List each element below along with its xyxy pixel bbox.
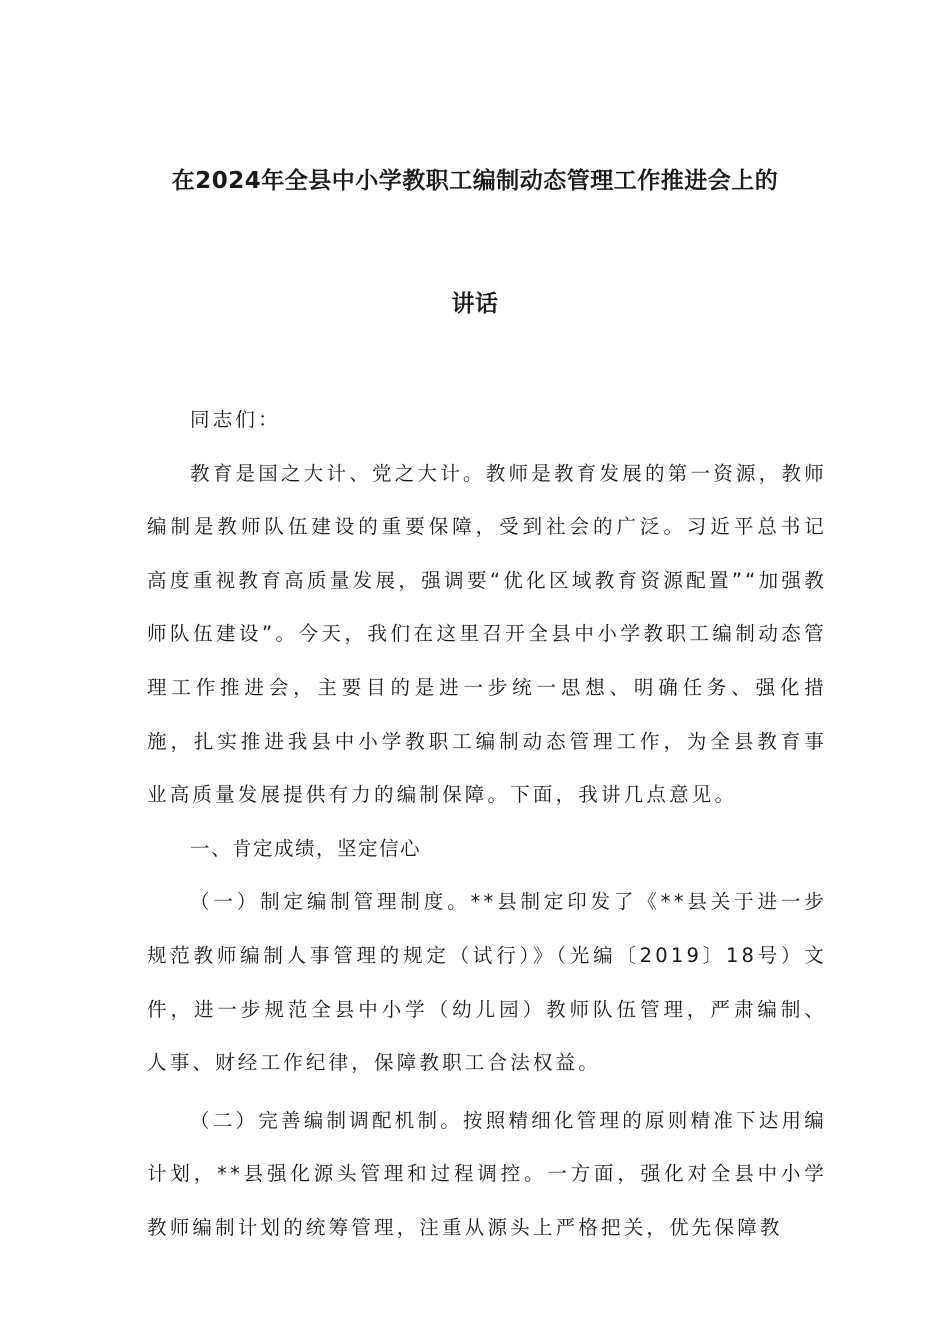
subsection-paragraph-1: （一）制定编制管理制度。**县制定印发了《**县关于进一步规范教师编制人事管理的规定（试行）》（光编〔2019〕18号）文件，进一步规范全县中小学（幼儿园）教师队伍管理，严肃编制、人事、财经工作纪律，保障教职工合法权益。 — [147, 890, 827, 1075]
subsection-paragraph-2: （二）完善编制调配机制。按照精细化管理的原则精准下达用编计划，**县强化源头管理和过程调控。一方面，强化对全县中小学教师编制计划的统筹管理，注重从源头上严格把关，优先保障教 — [147, 1108, 827, 1239]
document-title-line-2: 讲话 — [451, 291, 499, 317]
salutation: 同志们： — [190, 408, 281, 431]
section-heading: 一、肯定成绩，坚定信心 — [190, 836, 422, 860]
document-title-line-1: 在2024年全县中小学教职工编制动态管理工作推进会上的 — [171, 168, 779, 194]
document-body — [147, 393, 827, 1255]
intro-paragraph: 教育是国之大计、党之大计。教师是教育发展的第一资源，教师编制是教师队伍建设的重要保障，受到社会的广泛。习近平总书记高度重视教育高质量发展，强调要“优化区域教育资源配置”“加强教师队伍建设”。今天，我们在这里召开全县中小学教职工编制动态管理工作推进会，主要目的是进一步统一思想、明确任务、强化措施，扎实推进我县中小学教职工编制动态管理工作，为全县教育事业高质量发展提供有力的编制保障。下面，我讲几点意见。 — [147, 461, 827, 807]
